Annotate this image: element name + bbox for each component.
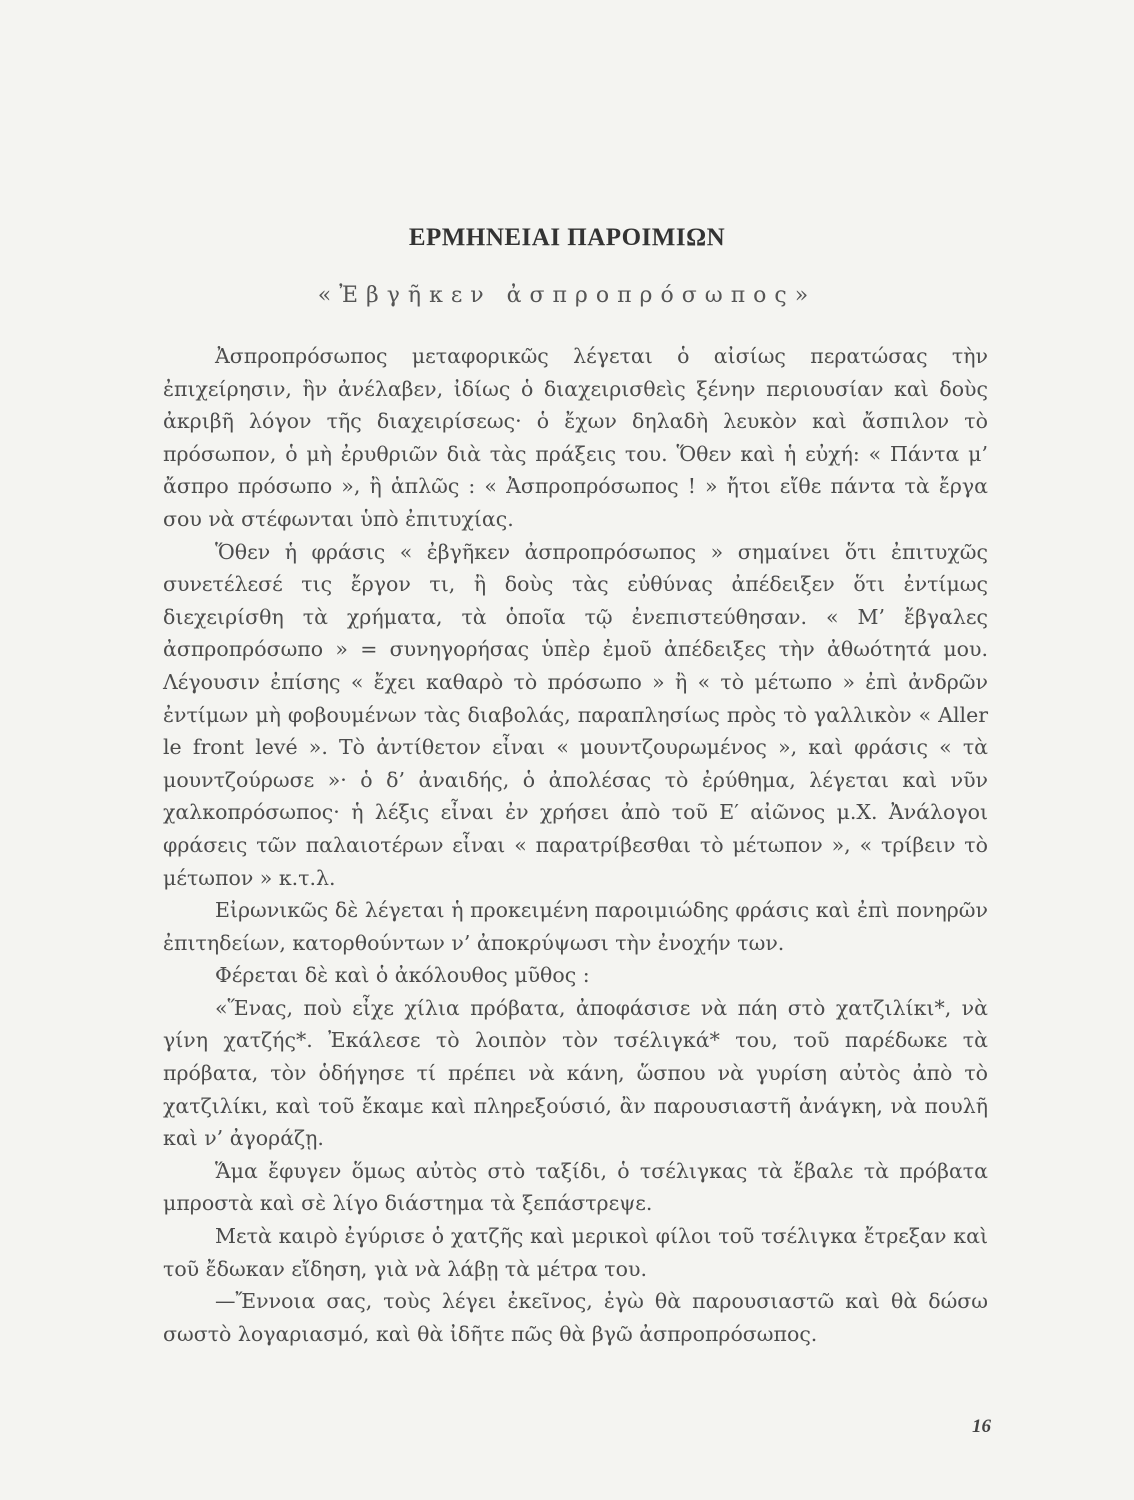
paragraph-4: Φέρεται δὲ καὶ ὁ ἀκόλουθος μῦθος : <box>215 963 590 988</box>
paragraph-8: —Ἔννοια σας, τοὺς λέγει ἐκεῖνος, ἐγὼ θὰ παρουσιαστῶ καὶ θὰ δώσω σωστὸ λογαριασμό, καὶ θὰ ἰδῆτε πῶς θὰ βγῶ ἀσπροπρόσωπος. <box>163 1289 988 1346</box>
body-text <box>163 340 988 1350</box>
paragraph-5: «Ἕνας, ποὺ εἶχε χίλια πρόβατα, ἀποφάσισε νὰ πάη στὸ χατζιλίκι*, νὰ γίνη χατζής*. Ἐκάλεσε τὸ λοιπὸν τὸν τσέλιγκά* του, τοῦ παρέδωκε τὰ πρόβατα, τὸν ὁδήγησε τί πρέπει νὰ κάνη, ὥσπου νὰ γυρίση αὐτὸς ἀπὸ τὸ χατζιλίκι, καὶ τοῦ ἔκαμε καὶ πληρεξούσιό, ἂν παρουσιαστῆ ἀνάγκη, νὰ πουλῆ καὶ ν’ ἀγοράζῃ. <box>163 995 988 1151</box>
paragraph-6: Ἅμα ἔφυγεν ὅμως αὐτὸς στὸ ταξίδι, ὁ τσέλιγκας τὰ ἔβαλε τὰ πρόβατα μπροστὰ καὶ σὲ λίγο διάστημα τὰ ξεπάστρεψε. <box>163 1158 988 1216</box>
page-number: 16 <box>972 1416 991 1437</box>
paragraph-2: Ὅθεν ἡ φράσις « ἐβγῆκεν ἀσπροπρόσωπος » σημαίνει ὅτι ἐπιτυχῶς συνετέλεσέ τις ἔργον τι, ἢ δοὺς τὰς εὐθύνας ἀπέδειξεν ὅτι ἐντίμως διεχειρίσθη τὰ χρήματα, τὰ ὁποῖα τῷ ἐνεπιστεύθησαν. « Μ’ ἔβγαλες ἀσπροπρόσωπο » = συνηγορήσας ὑπὲρ ἐμοῦ ἀπέδειξες τὴν ἀθωότητά μου. Λέγουσιν ἐπίσης « ἔχει καθαρὸ τὸ πρόσωπο » ἢ « τὸ μέτωπο » ἐπὶ ἀνδρῶν ἐντίμων μὴ φοβουμένων τὰς διαβολάς, παραπλησίως πρὸς τὸ γαλλικὸν « Aller le front levé ». Τὸ ἀντίθετον εἶναι « μουντζουρωμένος », καὶ φράσις « τὰ μουντζούρωσε »· ὁ δ’ ἀναιδής, ὁ ἀπολέσας τὸ ἐρύθημα, λέγεται καὶ νῦν χαλκοπρόσωπος· ἡ λέξις εἶναι ἐν χρήσει ἀπὸ τοῦ Ε′ αἰῶνος μ.Χ. Ἀνάλογοι φράσεις τῶν παλαιοτέρων εἶναι « παρατρίβεσθαι τὸ μέτωπον », « τρίβειν τὸ μέτωπον » κ.τ.λ. <box>163 539 988 890</box>
paragraph-7: Μετὰ καιρὸ ἐγύρισε ὁ χατζῆς καὶ μερικοὶ φίλοι τοῦ τσέλιγκα ἔτρεξαν καὶ τοῦ ἔδωκαν εἴδηση, γιὰ νὰ λάβῃ τὰ μέτρα του. <box>163 1224 988 1281</box>
paragraph-3: Εἰρωνικῶς δὲ λέγεται ἡ προκειμένη παροιμιώδης φράσις καὶ ἐπὶ πονηρῶν ἐπιτηδείων, κατορθούντων ν’ ἀποκρύψωσι τὴν ἐνοχήν των. <box>163 898 988 955</box>
paragraph-1: Ἀσπροπρόσωπος μεταφορικῶς λέγεται ὁ αἰσίως περατώσας τὴν ἐπιχείρησιν, ἣν ἀνέλαβεν, ἰδίως ὁ διαχειρισθεὶς ξένην περιουσίαν καὶ δοὺς ἀκριβῆ λόγον τῆς διαχειρίσεως· ὁ ἔχων δηλαδὴ λευκὸν καὶ ἄσπιλον τὸ πρόσωπον, ὁ μὴ ἐρυθριῶν διὰ τὰς πράξεις του. Ὅθεν καὶ ἡ εὐχή: « Πάντα μ’ ἄσπρο πρόσωπο », ἢ ἁπλῶς : « Ἀσπροπρόσωπος ! » ἤτοι εἴθε πάντα τὰ ἔργα σου νὰ στέφωνται ὑπὸ ἐπιτυχίας. <box>163 344 988 531</box>
page-title: ΕΡΜΗΝΕΙΑΙ ΠΑΡΟΙΜΙΩΝ <box>408 224 726 251</box>
proverb-subtitle: «Ἐβγῆκεν ἀσπροπρόσωπος» <box>317 283 817 308</box>
